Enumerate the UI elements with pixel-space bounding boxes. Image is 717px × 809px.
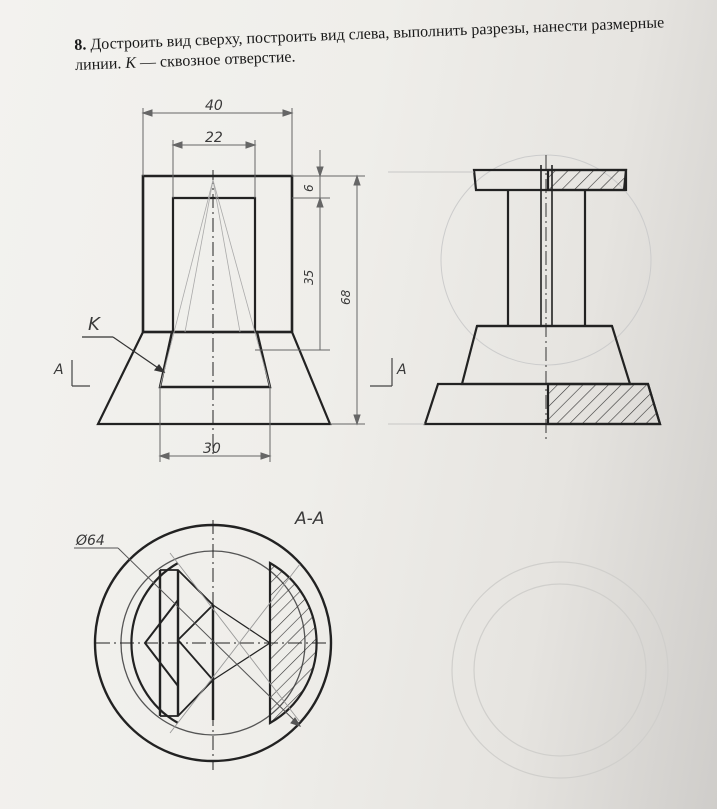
- front-view: [98, 170, 330, 455]
- task-k-letter: K: [125, 54, 137, 73]
- section-title: A-A: [295, 509, 325, 529]
- dim-width-bottom: 30: [203, 441, 221, 457]
- section-mark-left: [72, 360, 90, 386]
- task-text-tail: — сквозное отверстие.: [139, 48, 296, 72]
- side-view: [388, 155, 660, 440]
- section-view: [95, 520, 335, 770]
- ghost-print: [452, 562, 668, 778]
- dim-width-inner: 22: [205, 130, 223, 146]
- section-letter-right: A: [397, 362, 407, 378]
- k-callout-leader: [82, 337, 164, 372]
- dim-height-inner: 35: [302, 269, 316, 285]
- task-number: 8.: [74, 36, 87, 54]
- task-text: Достроить вид сверху, построить вид слева, выполнить разрезы, нанести размерные линии.: [74, 14, 665, 74]
- k-hole-label: K: [88, 314, 100, 335]
- dim-diameter: Ø64: [76, 533, 105, 549]
- dim-width-top: 40: [205, 98, 223, 114]
- dim-height-flange: 6: [302, 184, 316, 192]
- dim-height-total: 68: [339, 289, 353, 305]
- section-mark-right: [370, 358, 392, 386]
- section-letter-left: A: [54, 362, 64, 378]
